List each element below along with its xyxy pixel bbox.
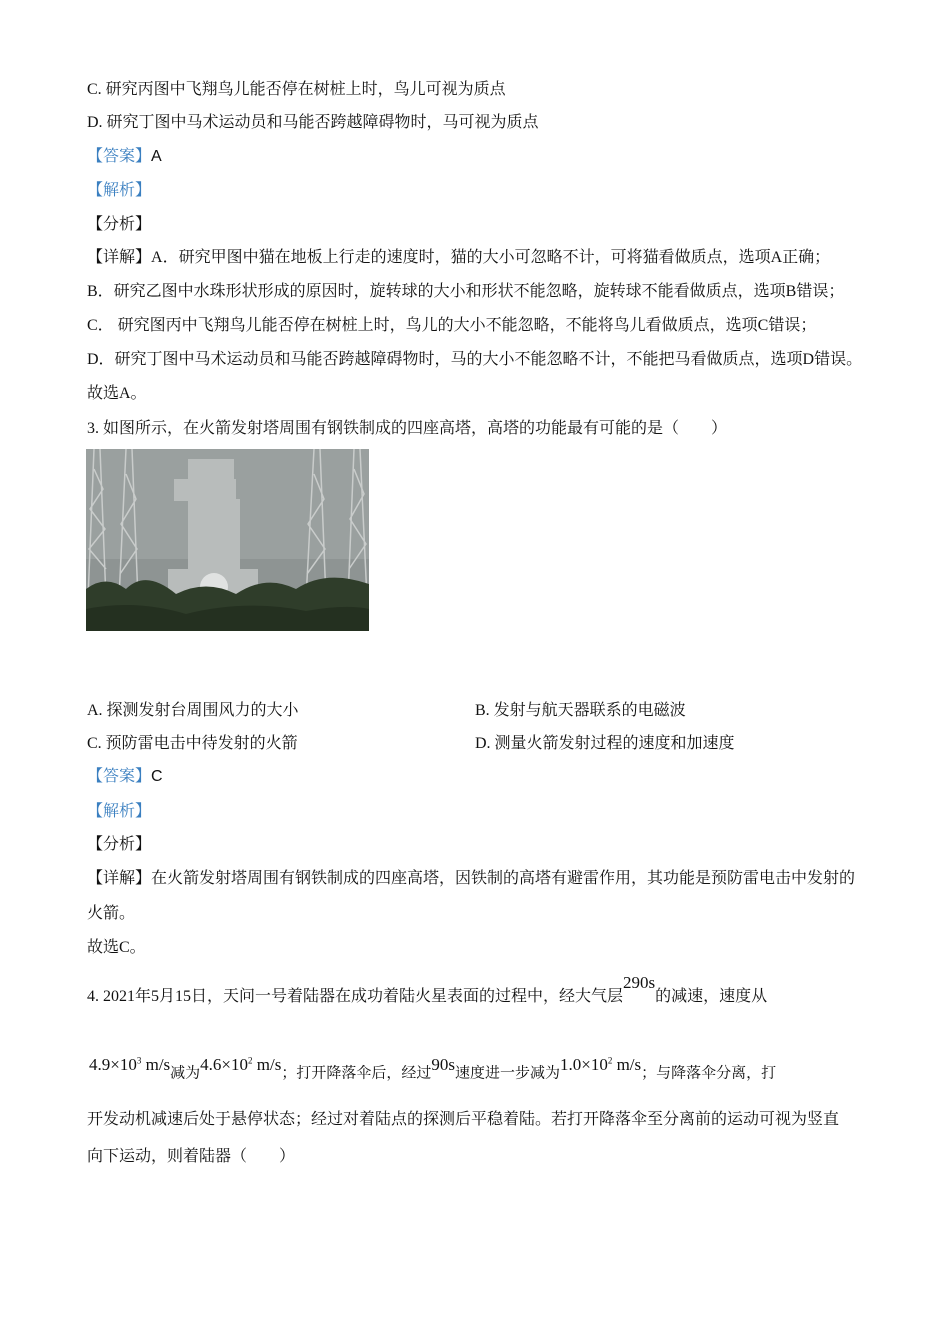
q2-fenxi-label: 【分析】 [87, 216, 152, 233]
q2-detail-a [87, 248, 830, 268]
detail-label: 【详解】 [87, 870, 152, 887]
q3-fenxi-label: 【分析】 [87, 836, 152, 853]
q2-option-c: C. 研究丙图中飞翔鸟儿能否停在树桩上时，鸟儿可视为质点 [87, 81, 506, 98]
answer-label: 【答案】 [87, 768, 152, 785]
q3-answer [87, 767, 163, 787]
text: ；与降落伞分离，打 [641, 1065, 777, 1082]
q3-detail [87, 869, 855, 889]
q2-detail-c: C． 研究图丙中飞翔鸟儿能否停在树桩上时，鸟儿的大小不能忽略，不能将鸟儿看做质点，选项C错误； [87, 317, 817, 334]
text: 速度进一步减为 [454, 1065, 560, 1082]
q3-option-d: D. 测量火箭发射过程的速度和加速度 [475, 735, 735, 752]
velocity-2: $4.6\times 10^2$ m/s [200, 1054, 282, 1074]
q4-stem-line1 [87, 973, 768, 1007]
q4-stem-line4: 向下运动，则着陆器（ ） [87, 1148, 296, 1165]
q4-stem-line3: 开发动机减速后处于悬停状态；经过对着陆点的探测后平稳着陆。若打开降落伞至分离前的运动可视为竖直 [87, 1111, 840, 1128]
q2-detail-b: B．研究乙图中水珠形状形成的原因时，旋转球的大小和形状不能忽略，旋转球不能看做质点，选项B错误； [87, 283, 845, 300]
q2-answer [87, 147, 162, 167]
q3-option-a: A. 探测发射台周围风力的大小 [87, 702, 299, 719]
q3-option-c: C. 预防雷电击中待发射的火箭 [87, 735, 298, 752]
q2-option-d: D. 研究丁图中马术运动员和马能否跨越障碍物时，马可视为质点 [87, 114, 539, 131]
q2-conclusion: 故选A。 [87, 385, 147, 402]
rocket-launch-tower-photo [86, 449, 369, 631]
text: 减为 [170, 1065, 201, 1082]
q3-conclusion: 故选C。 [87, 939, 146, 956]
velocity-1: $4.9\times 10^3$ m/s [89, 1054, 171, 1074]
detail-label: 【详解】 [87, 249, 152, 266]
text: 4. 2021年5月15日，天问一号着陆器在成功着陆火星表面的过程中，经大气层 [87, 988, 624, 1005]
q4-stem-line2 [89, 1054, 777, 1084]
q2-detail-d: D．研究丁图中马术运动员和马能否跨越障碍物时，马的大小不能忽略不计，不能把马看做质点，选项D错误。 [87, 351, 863, 368]
q3-stem: 3. 如图所示，在火箭发射塔周围有钢铁制成的四座高塔，高塔的功能最有可能的是（ ） [87, 420, 728, 437]
q3-detail-cont: 火箭。 [87, 905, 136, 922]
text: 的减速，速度从 [655, 988, 768, 1005]
q3-analysis-label: 【解析】 [87, 803, 152, 820]
answer-label: 【答案】 [87, 148, 152, 165]
text: ；打开降落伞后，经过 [281, 1065, 432, 1082]
detail-text: A．研究甲图中猫在地板上行走的速度时，猫的大小可忽略不计，可将猫看做质点，选项A正确； [151, 249, 831, 266]
answer-value: C [151, 768, 163, 785]
detail-text: 在火箭发射塔周围有钢铁制成的四座高塔，因铁制的高塔有避雷作用，其功能是预防雷电击中发射的 [151, 870, 856, 887]
q3-option-b: B. 发射与航天器联系的电磁波 [475, 702, 686, 719]
answer-value: A [151, 148, 162, 165]
velocity-3: $1.0\times 10^2$ m/s [559, 1054, 642, 1074]
time-290s: 290s [623, 973, 656, 992]
q2-analysis-label: 【解析】 [87, 182, 152, 199]
time-90s: 90s [431, 1054, 455, 1074]
